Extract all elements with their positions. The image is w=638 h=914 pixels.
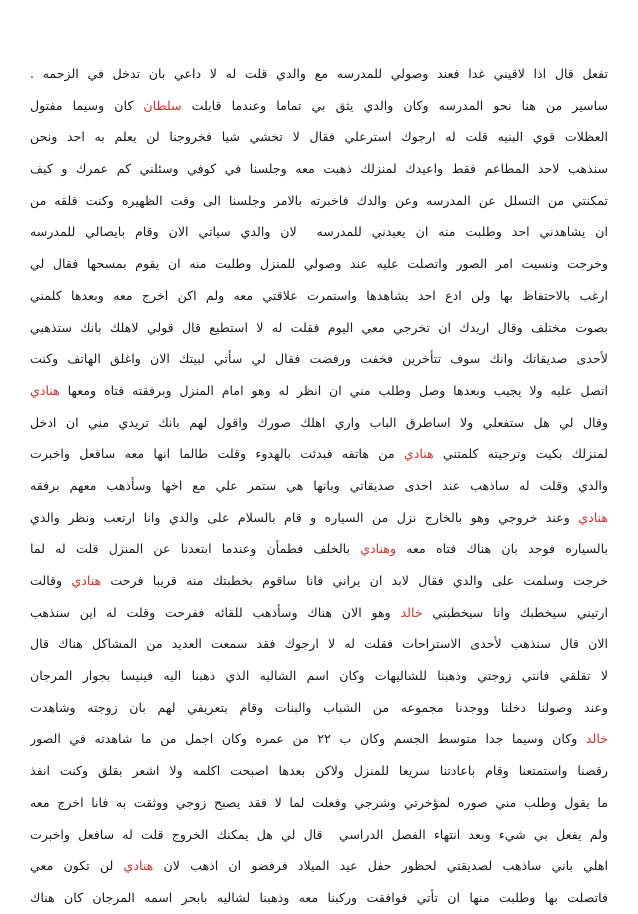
text-line (30, 216, 608, 248)
text-segment: ولم يفعل بي شيء وبعد انتهاء الفصل الدراسي قال لي هل يمكنك الخروج قلت له سافعل واخبرت (30, 826, 608, 842)
text-segment: تمكنتي من التسلل عن المدرسه وعن والدك فاخبرته بالامر وجلسنا الى وقت الظهيره وكنت قلقه من (30, 192, 608, 208)
text-line (30, 58, 608, 90)
text-segment: ارتيني سيخطبك وانا سيخطبني (422, 604, 608, 620)
text-line (30, 502, 608, 534)
text-segment: بالخلف فطمأن وعندما ابتعدنا عن المنزل قلت له لما (30, 541, 361, 557)
text-segment: وقال لي هل ستفعلي ولا اساطرق الباب واري اهلك صورك واقول لهم بانك تريدي مني ان ادخل (30, 414, 608, 430)
text-line (30, 565, 608, 597)
text-segment: وقالت (30, 573, 72, 588)
text-line (30, 819, 608, 851)
text-line (30, 470, 608, 502)
highlighted-name: هنادي (71, 573, 102, 588)
text-line (30, 882, 608, 914)
text-segment: لمنزلك بكيت وترجيته كلمتني (433, 446, 608, 462)
text-line (30, 533, 608, 565)
text-segment: خرجت وسلمت على والدي فقال لابد ان يراني فانا ساقوم بخطبتك منه قريبا فرحت (101, 573, 608, 588)
text-segment: ارغب بالاحتفاظ بها ولن ادع احد يشاهدها واستمرت علاقتي معه ولم اكن اخرج معه وبعدها كلمني (30, 287, 608, 303)
text-line (30, 597, 608, 629)
highlighted-name: هنادي (578, 509, 608, 525)
text-line (30, 90, 608, 122)
text-segment: وهو الان هناك وسأذهب للقائه ففرحت وقلت له اين سنذهب (30, 604, 401, 620)
text-segment: اهلي باني ساذهب لصديقتي لحظور حفل عيد الميلاد فرفضو ان اذهب لان (153, 858, 608, 874)
text-line (30, 375, 608, 407)
text-segment: ان يشاهدني احد وطلبت منه ان يعيدني للمدرسه لان والدي سياتي الان وقام بايصالي للمدرسه (30, 224, 608, 240)
text-line (30, 438, 608, 470)
highlighted-name: هنادي (403, 446, 434, 462)
highlighted-name: خالد (400, 604, 423, 620)
highlighted-name: سلطان (143, 97, 182, 113)
document-body (30, 58, 608, 914)
highlighted-name: هنادي (123, 858, 154, 874)
text-line (30, 280, 608, 312)
text-line (30, 628, 608, 660)
text-segment: العظلات قوي البنيه قلت له ارجوك استرعلي فقال لا تخشي شيا فخروجنا لن يعلم به احد ونحن (30, 129, 608, 145)
text-line (30, 692, 608, 724)
text-segment: بصوت مختلف وقال اريدك ان تخرجي معي اليوم فقلت له لا استطيع قال قولي لاهلك بانك ستذهبي (30, 319, 608, 335)
text-line (30, 153, 608, 185)
text-segment: وخرجت ونسيت امر الصور واتصلت عليه عند وصولي للمنزل وطلبت منه ان يقوم بمسحها فقال لي (30, 256, 608, 272)
text-line (30, 248, 608, 280)
text-line (30, 723, 608, 755)
text-line (30, 850, 608, 882)
text-line (30, 787, 608, 819)
text-segment: رقصنا واستمتعنا وقام باعادتنا سريعا للمنزل ولاكن بعدها اصبحت اكلمه ولا اشعر بقلق وكنت انفذ (30, 763, 608, 779)
text-segment: كان وسيما مفتول (30, 97, 144, 113)
text-segment: وكان وسيما جدا متوسط الجسم وكان ب ٢٢ من عمره وكان اجمل من ما شاهدته في الصور (30, 731, 586, 747)
text-segment: اتصل عليه ولا يجيب وبعدها وصل وطلب مني ان انظر له وهو امام المنزل وبرفقته فتاه ومعها (59, 382, 608, 398)
text-segment: وعند خروجي وهو بالخارج نزل من السياره و قام بالسلام على والدي وانا ارتعب ونظر والدي (30, 509, 579, 525)
text-segment: ما يقول وطلب مني صوره لمؤخرتي وشرجي وفعلت لما لا فقد يصبح زوجي ووثقت به فانا اخرج معه (30, 794, 608, 810)
highlighted-name: خالد (585, 731, 608, 747)
text-line (30, 121, 608, 153)
text-segment: الان قال سنذهب لأحدى الاستراحات فقلت له لا ارجوك فقد سمعت العديد من المشاكل هناك قال (30, 636, 608, 652)
text-segment: من هاتفه فبدئت بالهدوء وقلت طالما انها معه سافعل واخبرت (30, 446, 404, 462)
highlighted-name: هنادي (30, 382, 60, 398)
text-line (30, 185, 608, 217)
text-segment: وعند وصولنا دخلنا ووجدنا مجموعه من الشباب والبنات وقام بتعريفي لهم بان زوجته وشاهدت (30, 699, 608, 715)
text-segment: لأحدى صديقاتك وانك سوف تتأخرين فخفت ورفضت فقال لي سأتي لبيتك الان واغلق الهاتف وكنت (30, 351, 608, 367)
text-line (30, 312, 608, 344)
text-line (30, 343, 608, 375)
text-line (30, 660, 608, 692)
text-segment: ساسير من هنا نحو المدرسه وكان والدي يثق بي تماما وعندما قابلت (181, 97, 608, 113)
text-segment: بالسياره فوجد بان هناك فتاه معه (396, 541, 608, 557)
text-segment: تفعل قال اذا لاقيني غدا فعند وصولي للمدرسه مع والدي قلت له لا داعي بان تدخل في الزحمه . (30, 66, 608, 81)
highlighted-name: وهنادي (360, 541, 397, 557)
text-line (30, 407, 608, 439)
text-segment: سنذهب لاحد المطاعم فقط واعيدك لمنزلك ذهبت معه وجلسنا في كوفي وسئلني كم عمرك و كيف (30, 161, 608, 177)
text-segment: فاتصلت بها وطلبت منها ان تأتي فوافقت وركبنا معه وذهبنا لشاليه بابحر اسمه المرجان كان هناك (30, 889, 608, 905)
text-segment: لا تقلقي فانتي زوجتي وذهبنا للشاليهات وكان اسم الشاليه الذي ذهبنا اليه فينيسا بجوار المرجان (30, 668, 608, 684)
text-segment: والدي وقلت له ساذهب عند احدى صديقاتي وبانها هي ستمر علي مع اخها وسأذهب معهم برفقه (30, 477, 608, 493)
text-segment: لن تكون معي (30, 858, 124, 874)
text-line (30, 755, 608, 787)
